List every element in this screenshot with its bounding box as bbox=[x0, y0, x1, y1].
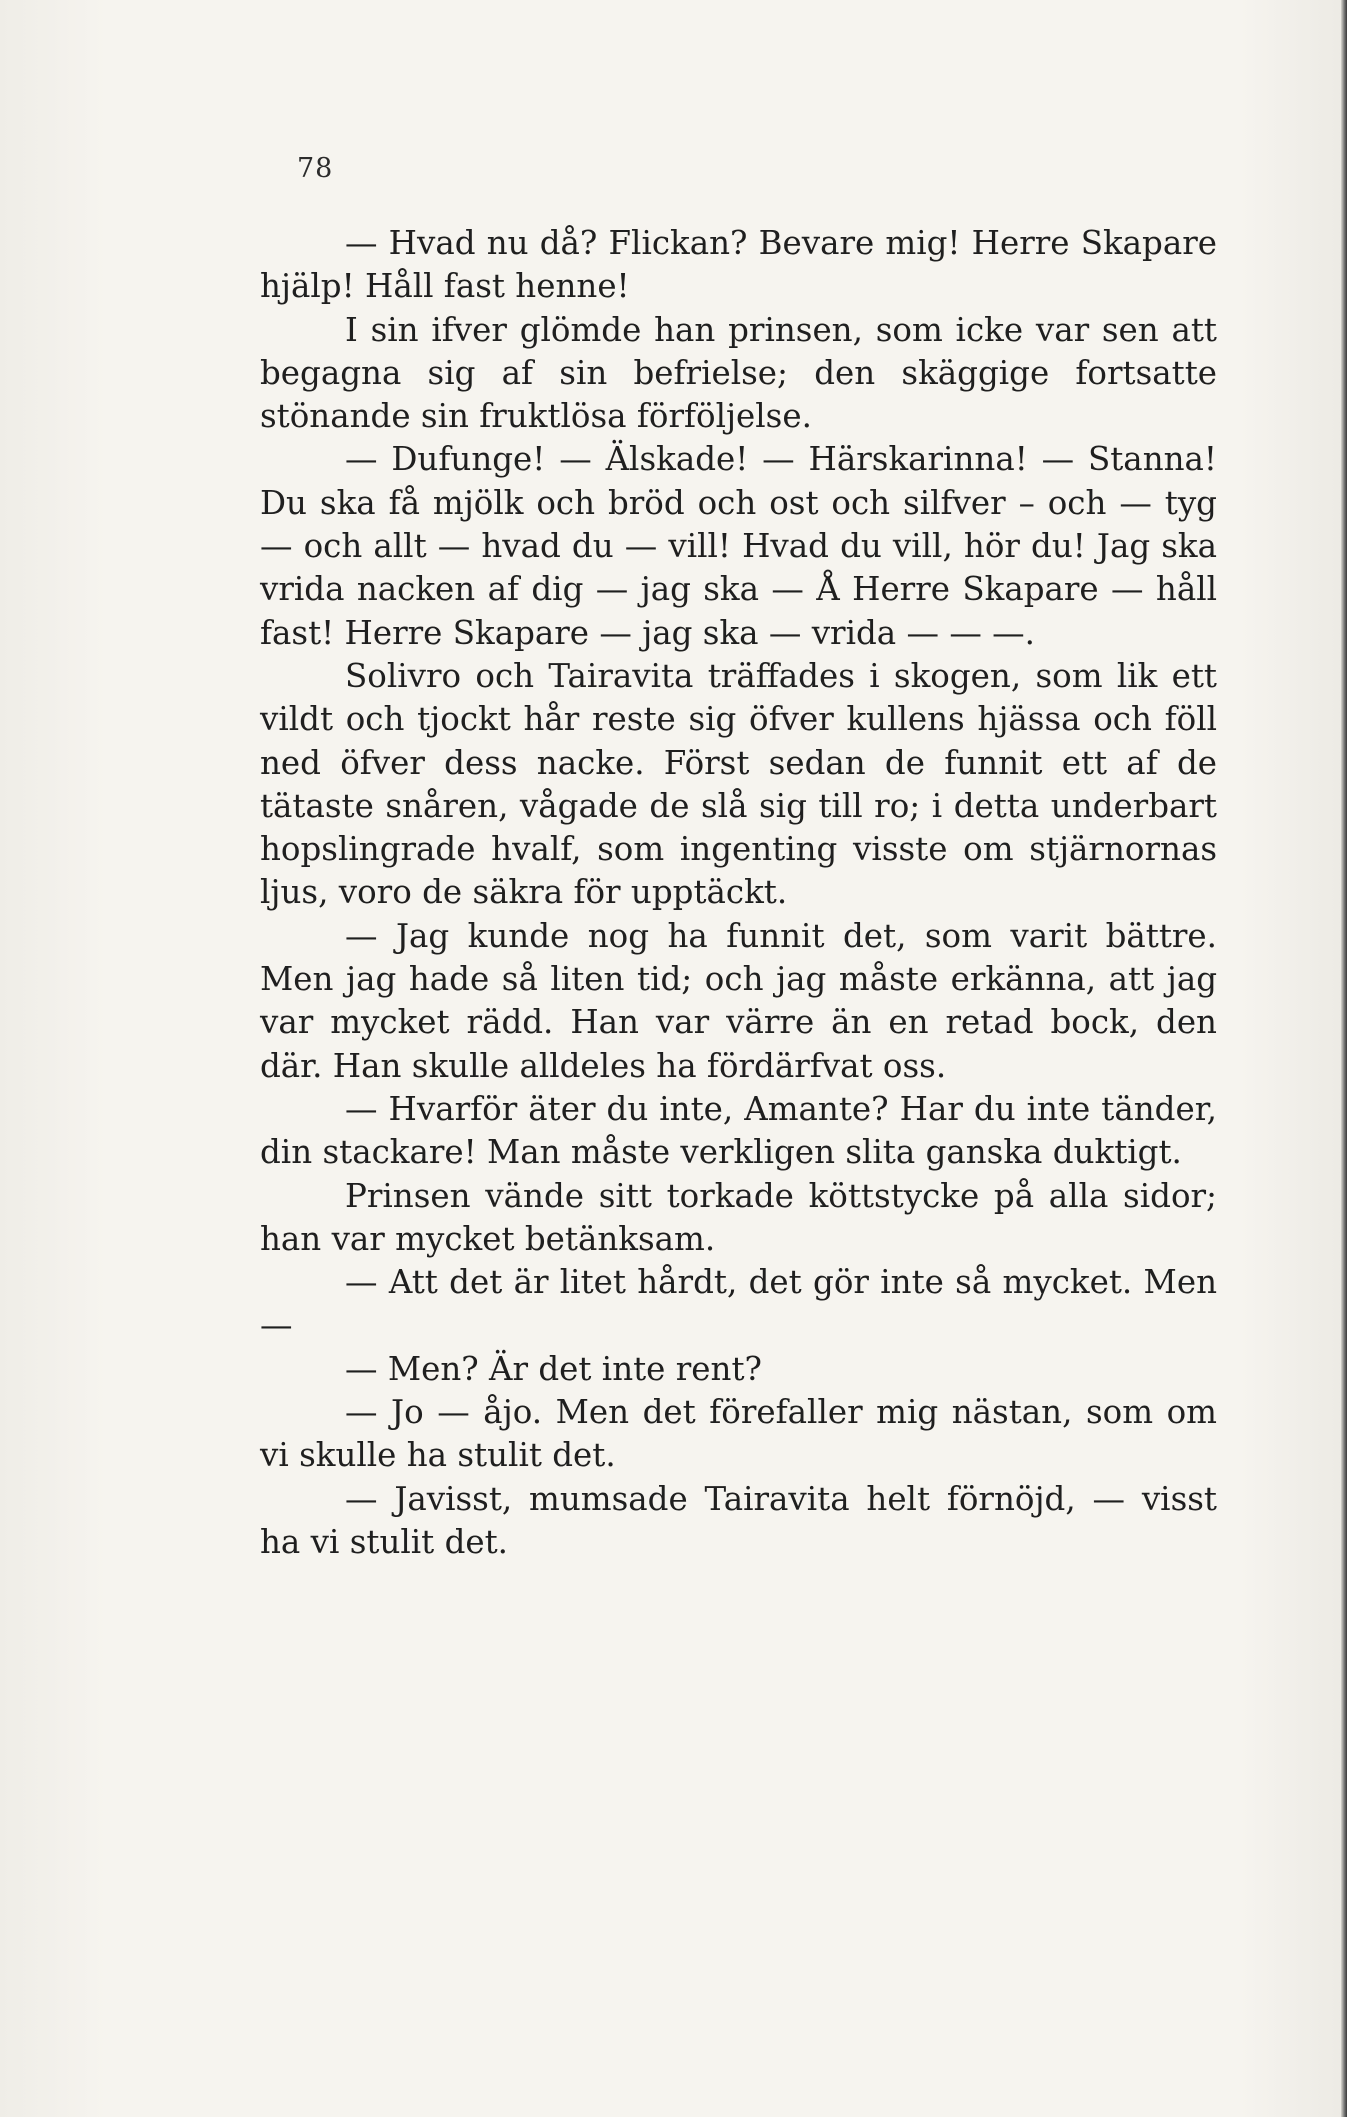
paragraph: Prinsen vände sitt torkade köttstycke på alla sidor; han var mycket betänksam. bbox=[260, 1176, 1217, 1258]
paragraph: — Hvad nu då? Flickan? Bevare mig! Herre Skapare hjälp! Håll fast henne! bbox=[260, 224, 1217, 306]
body-text bbox=[260, 222, 1217, 1564]
page-number: 78 bbox=[297, 153, 334, 184]
paragraph: I sin ifver glömde han prinsen, som icke var sen att begagna sig af sin befrielse; den skäggige fortsatte stönande sin fruktlösa förföljelse. bbox=[260, 310, 1217, 436]
paragraph: — Men? Är det inte rent? bbox=[345, 1349, 762, 1388]
paragraph: — Dufunge! — Älskade! — Härskarinna! — Stanna! Du ska få mjölk och bröd och ost och silfver – och — tyg — och allt — hvad du — vill! Hvad du vill, hör du! Jag ska vrida nacken af dig — jag ska — Å Herre Skapare — håll fast! Herre Skapare — jag ska — vrida — — —. bbox=[260, 440, 1217, 652]
paragraph: — Hvarför äter du inte, Amante? Har du inte tänder, din stackare! Man måste verkligen slita ganska duktigt. bbox=[260, 1089, 1217, 1172]
page-edge-shadow bbox=[1341, 0, 1347, 2117]
paragraph: — Jag kunde nog ha funnit det, som varit bättre. Men jag hade så liten tid; och jag måste erkänna, att jag var mycket rädd. Han var värre än en retad bock, den där. Han skulle alldeles ha fördärfvat oss. bbox=[260, 916, 1217, 1085]
paragraph: — Javisst, mumsade Tairavita helt förnöjd, — visst ha vi stulit det. bbox=[260, 1479, 1217, 1561]
paragraph: — Att det är litet hårdt, det gör inte så mycket. Men — bbox=[260, 1263, 1217, 1345]
paragraph: — Jo — åjo. Men det förefaller mig nästan, som om vi skulle ha stulit det. bbox=[260, 1393, 1217, 1475]
paragraph: Solivro och Tairavita träffades i skogen, som lik ett vildt och tjockt hår reste sig öfver kullens hjässa och föll ned öfver dess nacke. Först sedan de funnit ett af de tätaste snåren, vågade de slå sig till ro; i detta underbart hopslingrade hvalf, som ingenting visste om stjärnornas ljus, voro de säkra för upptäckt. bbox=[260, 656, 1217, 912]
